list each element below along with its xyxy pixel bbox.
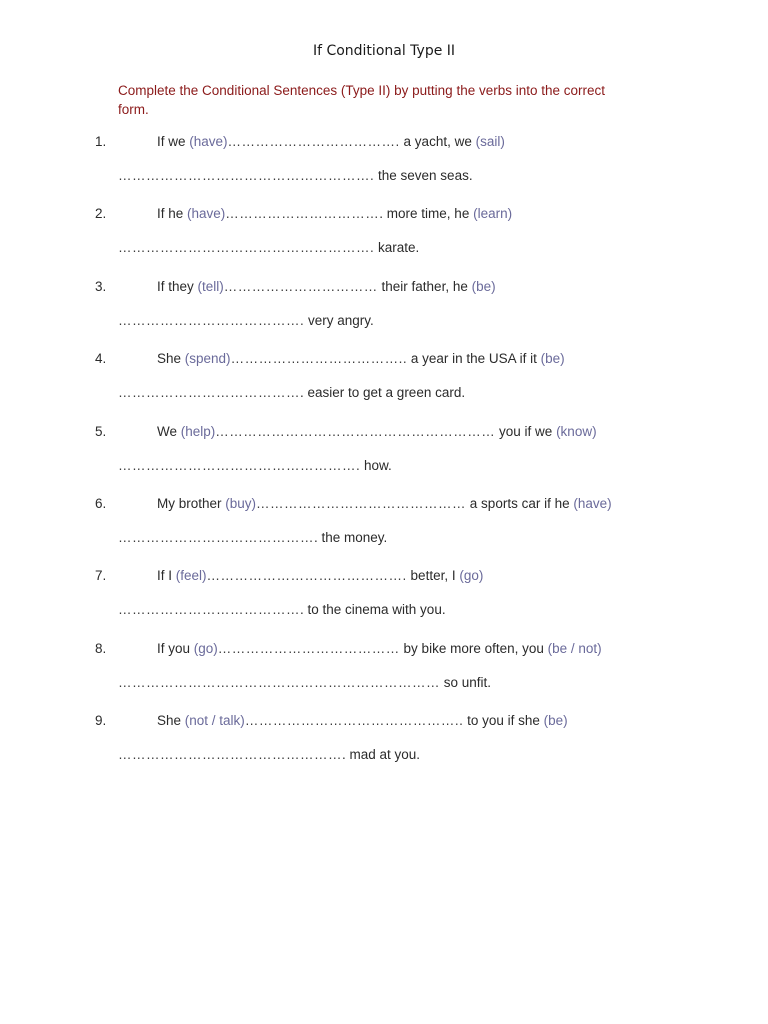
sentence-text: We <box>157 423 181 439</box>
item-number: 7. <box>95 568 107 584</box>
sentence-text: you if we <box>495 423 557 439</box>
verb-hint: (go) <box>193 640 218 656</box>
verb-hint: (have) <box>187 206 226 222</box>
sentence-text: so unfit. <box>440 674 492 690</box>
item-number: 2. <box>95 206 107 222</box>
sentence-line-2 <box>118 313 374 328</box>
sentence-line-1 <box>157 713 568 728</box>
verb-hint: (be) <box>543 713 568 729</box>
sentence-line-2 <box>118 168 473 183</box>
answer-blank[interactable]: ………………………………………… <box>118 747 342 763</box>
item-number: 6. <box>95 496 107 511</box>
verb-hint: (spend) <box>184 351 231 367</box>
verb-hint: (be) <box>540 351 565 367</box>
verb-hint: (not / talk) <box>184 713 245 729</box>
sentence-text: If we <box>157 134 190 149</box>
answer-blank[interactable]: …………………………………. <box>118 312 305 328</box>
sentence-text: If I <box>157 568 176 584</box>
sentence-line-1 <box>157 496 612 511</box>
verb-hint: (tell) <box>197 278 224 294</box>
answer-blank[interactable]: ………………………………. <box>227 134 400 149</box>
sentence-line-2 <box>118 385 465 400</box>
sentence-line-2 <box>118 602 446 617</box>
verb-hint: (be / not) <box>547 640 602 656</box>
verb-hint: (help) <box>180 423 216 439</box>
sentence-text: karate. <box>374 240 420 256</box>
sentence-text: If you <box>157 640 194 656</box>
sentence-text: She <box>157 713 185 729</box>
answer-blank[interactable]: …………………………… <box>223 278 378 294</box>
sentence-text: very angry. <box>304 312 374 328</box>
sentence-text: a year in the USA if it <box>407 351 541 367</box>
verb-hint: (have) <box>189 134 228 149</box>
verb-hint: (have) <box>573 496 612 511</box>
answer-blank[interactable]: …………………………………… <box>118 530 314 545</box>
sentence-text: better, I <box>406 568 460 584</box>
answer-blank[interactable]: ………………………………………………. <box>118 168 375 183</box>
sentence-text: how. <box>360 457 392 473</box>
sentence-text: . the money. <box>314 530 388 545</box>
item-number: 9. <box>95 713 107 729</box>
answer-blank[interactable]: ……………………………………………. <box>118 457 361 473</box>
sentence-text: . easier to get a green card. <box>300 385 466 401</box>
verb-hint: (sail) <box>475 134 505 149</box>
answer-blank[interactable]: ……………………………………….. <box>244 713 464 729</box>
sentence-text: by bike more often, you <box>399 640 548 656</box>
answer-blank[interactable]: ……………………………………… <box>256 496 467 511</box>
sentence-text: to you if she <box>463 713 544 729</box>
item-number: 3. <box>95 278 107 294</box>
item-number: 4. <box>95 351 107 367</box>
sentence-text: the seven seas. <box>374 168 473 183</box>
page-title: If Conditional Type II <box>312 43 456 59</box>
item-number: 5. <box>95 423 107 439</box>
sentence-line-2 <box>118 240 419 255</box>
sentence-text: If they <box>157 278 198 294</box>
sentence-text: My brother <box>157 496 226 511</box>
sentence-line-2 <box>118 458 392 473</box>
verb-hint: (learn) <box>473 206 513 222</box>
sentence-line-1 <box>157 206 512 221</box>
sentence-text: If he <box>157 206 188 222</box>
sentence-text: . more time, he <box>379 206 474 222</box>
sentence-line-1 <box>157 279 496 294</box>
sentence-line-1 <box>157 134 505 149</box>
item-number: 8. <box>95 640 107 656</box>
sentence-line-2 <box>118 675 491 690</box>
sentence-line-1 <box>157 641 602 656</box>
sentence-text: . to the cinema with you. <box>300 602 446 618</box>
verb-hint: (feel) <box>175 568 207 584</box>
answer-blank[interactable]: ……………………………………. <box>206 568 407 584</box>
answer-blank[interactable]: …………………………………………………… <box>215 423 496 439</box>
answer-blank[interactable]: …………………………………………………………… <box>118 674 440 690</box>
sentence-text: a sports car if he <box>466 496 574 511</box>
answer-blank[interactable]: …………………………… <box>225 206 380 222</box>
sentence-line-1 <box>157 351 565 366</box>
sentence-line-2 <box>118 747 420 762</box>
sentence-text: a yacht, we <box>399 134 476 149</box>
answer-blank[interactable]: ………………………………… <box>217 640 400 656</box>
item-number: 1. <box>95 134 107 149</box>
verb-hint: (go) <box>459 568 484 584</box>
sentence-line-1 <box>157 424 597 439</box>
sentence-line-2 <box>118 530 387 545</box>
answer-blank[interactable]: ………………………………… <box>118 385 300 401</box>
instructions: Complete the Conditional Sentences (Type II) by putting the verbs into the correct form. <box>118 83 606 117</box>
verb-hint: (know) <box>556 423 597 439</box>
sentence-text: their father, he <box>377 278 472 294</box>
answer-blank[interactable]: ………………………………………………. <box>118 240 375 256</box>
sentence-text: She <box>157 351 185 367</box>
sentence-text: . mad at you. <box>342 747 421 763</box>
sentence-line-1 <box>157 568 483 583</box>
answer-blank[interactable]: ………………………………… <box>118 602 300 618</box>
verb-hint: (buy) <box>225 496 257 511</box>
answer-blank[interactable]: ……………………………….. <box>230 351 408 367</box>
verb-hint: (be) <box>471 278 496 294</box>
